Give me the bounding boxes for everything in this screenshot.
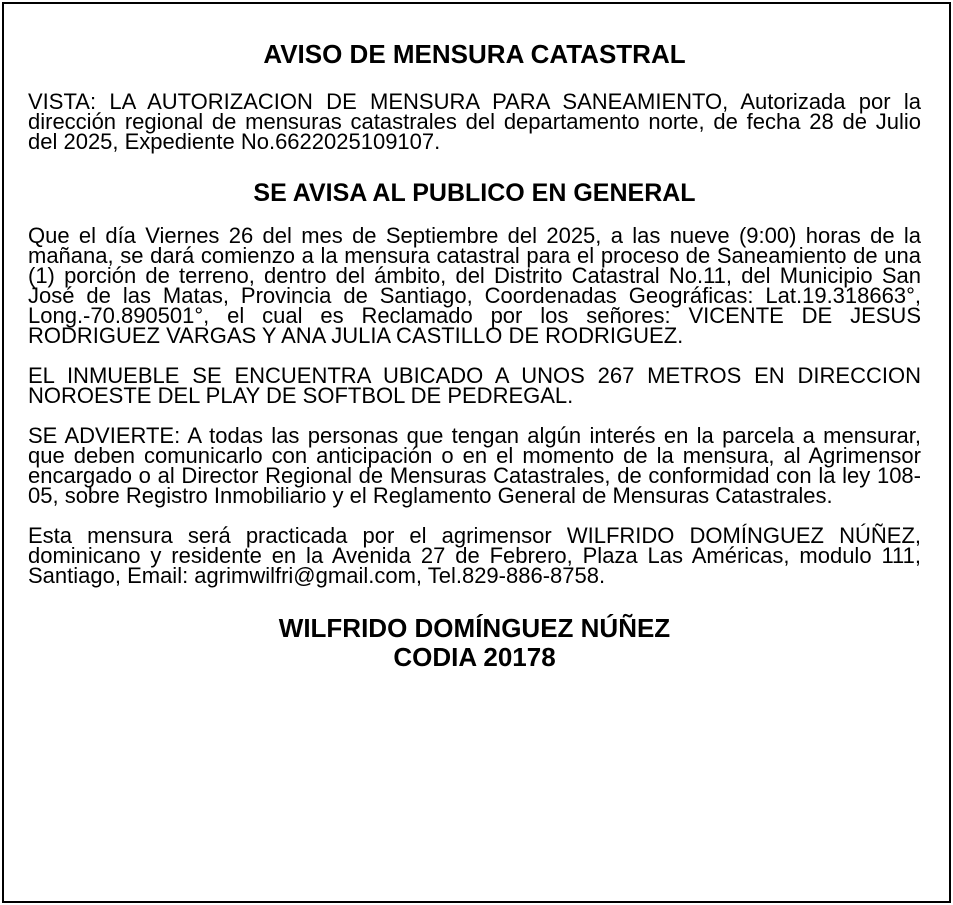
signature-codia: CODIA 20178 <box>393 642 556 672</box>
signature-name: WILFRIDO DOMÍNGUEZ NÚÑEZ <box>278 613 671 643</box>
surveyor-paragraph: Esta mensura será practicada por el agrimensor WILFRIDO DOMÍNGUEZ NÚÑEZ, dominicano y residente en la Avenida 27 de Febrero, Plaza Las Américas, modulo 111, Santiago, Email: agrimwilfri@gmail.com, Tel.829-886-8758. <box>28 523 921 588</box>
notice-body <box>28 36 921 672</box>
survey-date-paragraph: Que el día Viernes 26 del mes de Septiembre del 2025, a las nueve (9:00) horas de la mañana, se dará comienzo a la mensura catastral para el proceso de Saneamiento de una (1) porción de terreno, dentro del ámbito, del Distrito Catastral No.11, del Municipio San José de las Matas, Provincia de Santiago, Coordenadas Geográficas: Lat.19.318663°, Long.-70.890501°, el cual es Reclamado por los señores: VICENTE DE JESUS RODRIGUEZ VARGAS Y ANA JULIA CASTILLO DE RODRIGUEZ. <box>28 223 921 348</box>
vista-paragraph: VISTA: LA AUTORIZACION DE MENSURA PARA SANEAMIENTO, Autorizada por la dirección regional de mensuras catastrales del departamento norte, de fecha 28 de Julio del 2025, Expediente No.6622025109107. <box>28 89 921 154</box>
signature-block <box>28 614 921 672</box>
notice-subtitle: SE AVISA AL PUBLICO EN GENERAL <box>253 179 696 207</box>
property-location-paragraph: EL INMUEBLE SE ENCUENTRA UBICADO A UNOS 267 METROS EN DIRECCION NOROESTE DEL PLAY DE SOFTBOL DE PEDREGAL. <box>28 363 921 408</box>
warning-paragraph: SE ADVIERTE: A todas las personas que tengan algún interés en la parcela a mensurar, que deben comunicarlo con anticipación o en el momento de la mensura, al Agrimensor encargado o al Director Regional de Mensuras Catastrales, de conformidad con la ley 108-05, sobre Registro Inmobiliario y el Reglamento General de Mensuras Catastrales. <box>28 423 921 508</box>
notice-title: AVISO DE MENSURA CATASTRAL <box>263 39 686 69</box>
